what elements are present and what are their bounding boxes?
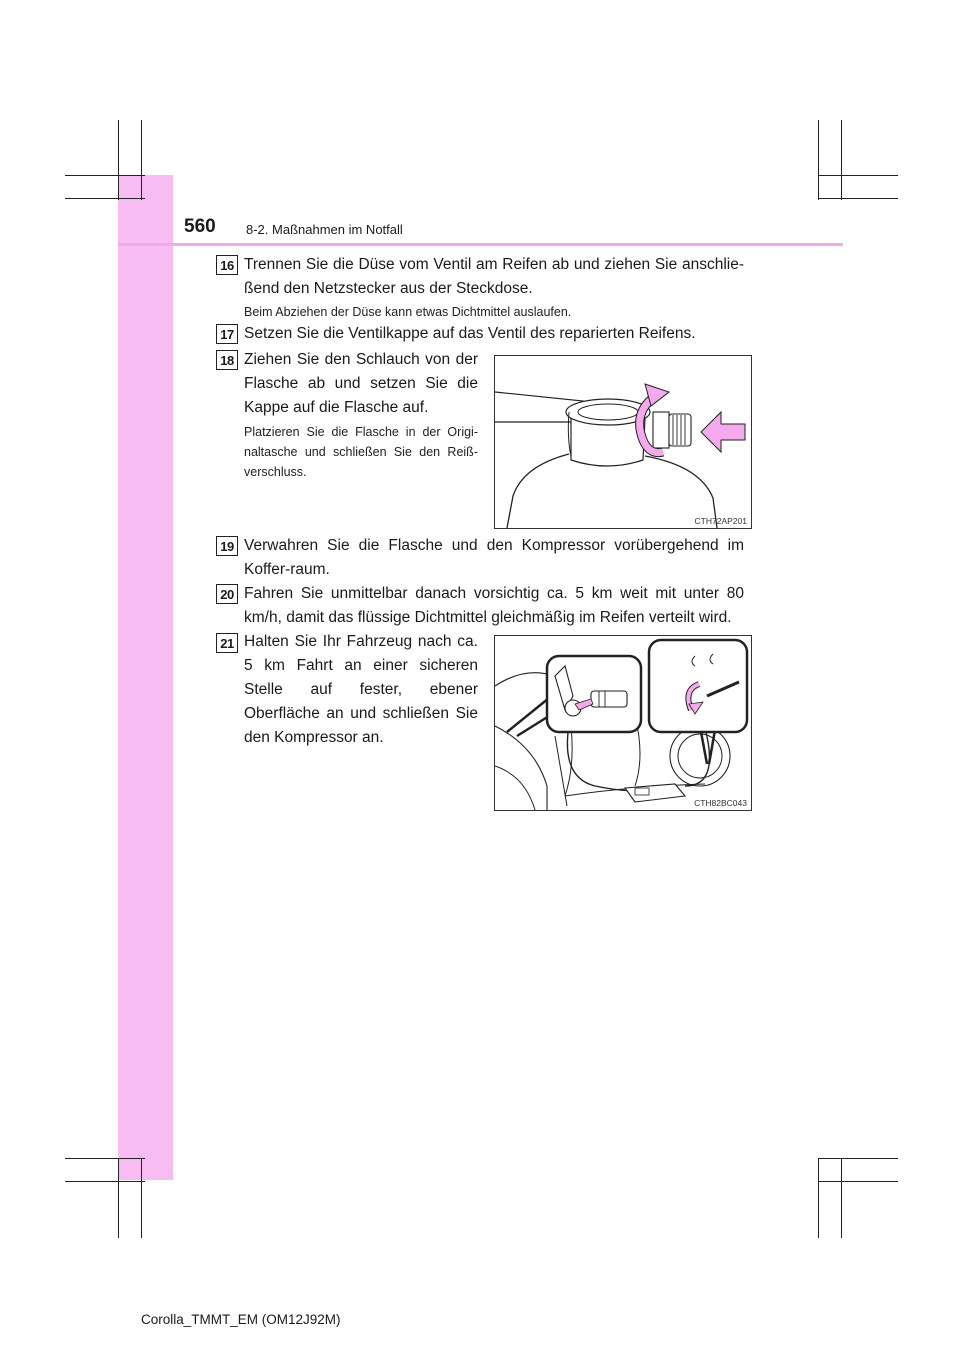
bottle-cap-illustration (495, 356, 751, 528)
header-rule (118, 243, 843, 246)
step-number-20: 20 (216, 584, 238, 604)
step-text-21: Halten Sie Ihr Fahrzeug nach ca. 5 km Fahrt an einer sicheren Stelle auf fester, ebener Oberfläche an und schließen Sie den Kompressor an. (244, 633, 478, 746)
step-text-18: Ziehen Sie den Schlauch von der Flasche ab und setzen Sie die Kappe auf die Flasche auf. (244, 351, 478, 416)
step-number-19: 19 (216, 536, 238, 556)
section-title: 8-2. Maßnahmen im Notfall (246, 222, 403, 237)
step-text-17: Setzen Sie die Ventilkappe auf das Ventil des reparierten Reifens. (244, 325, 696, 342)
figure-code-21: CTH82BC043 (694, 798, 747, 808)
step-number-17: 17 (216, 324, 238, 344)
step-note-18: Platzieren Sie die Flasche in der Origi-naltasche und schließen Sie den Reiß-verschluss. (244, 425, 478, 479)
margin-tab-bar (118, 175, 173, 1180)
step-number-16: 16 (216, 255, 238, 275)
step-text-20: Fahren Sie unmittelbar danach vorsichtig ca. 5 km weit mit unter 80 km/h, damit das flüssige Dichtmittel gleichmäßig im Reifen verteilt wird. (244, 585, 744, 626)
step-number-21: 21 (216, 633, 238, 653)
compressor-connect-illustration (495, 636, 751, 810)
figure-compressor-connect (494, 635, 752, 811)
step-note-16: Beim Abziehen der Düse kann etwas Dichtmittel auslaufen. (244, 305, 572, 319)
step-text-16: Trennen Sie die Düse vom Ventil am Reifen ab und ziehen Sie anschlie-ßend den Netzstecker aus der Steckdose. (244, 256, 744, 297)
figure-code-18: CTH72AP201 (694, 516, 747, 526)
page-number: 560 (184, 216, 216, 237)
footer-doc-id: Corolla_TMMT_EM (OM12J92M) (141, 1312, 341, 1327)
step-text-19: Verwahren Sie die Flasche und den Kompressor vorübergehend im Koffer-raum. (244, 537, 744, 578)
figure-bottle-cap (494, 355, 752, 529)
step-number-18: 18 (216, 350, 238, 370)
